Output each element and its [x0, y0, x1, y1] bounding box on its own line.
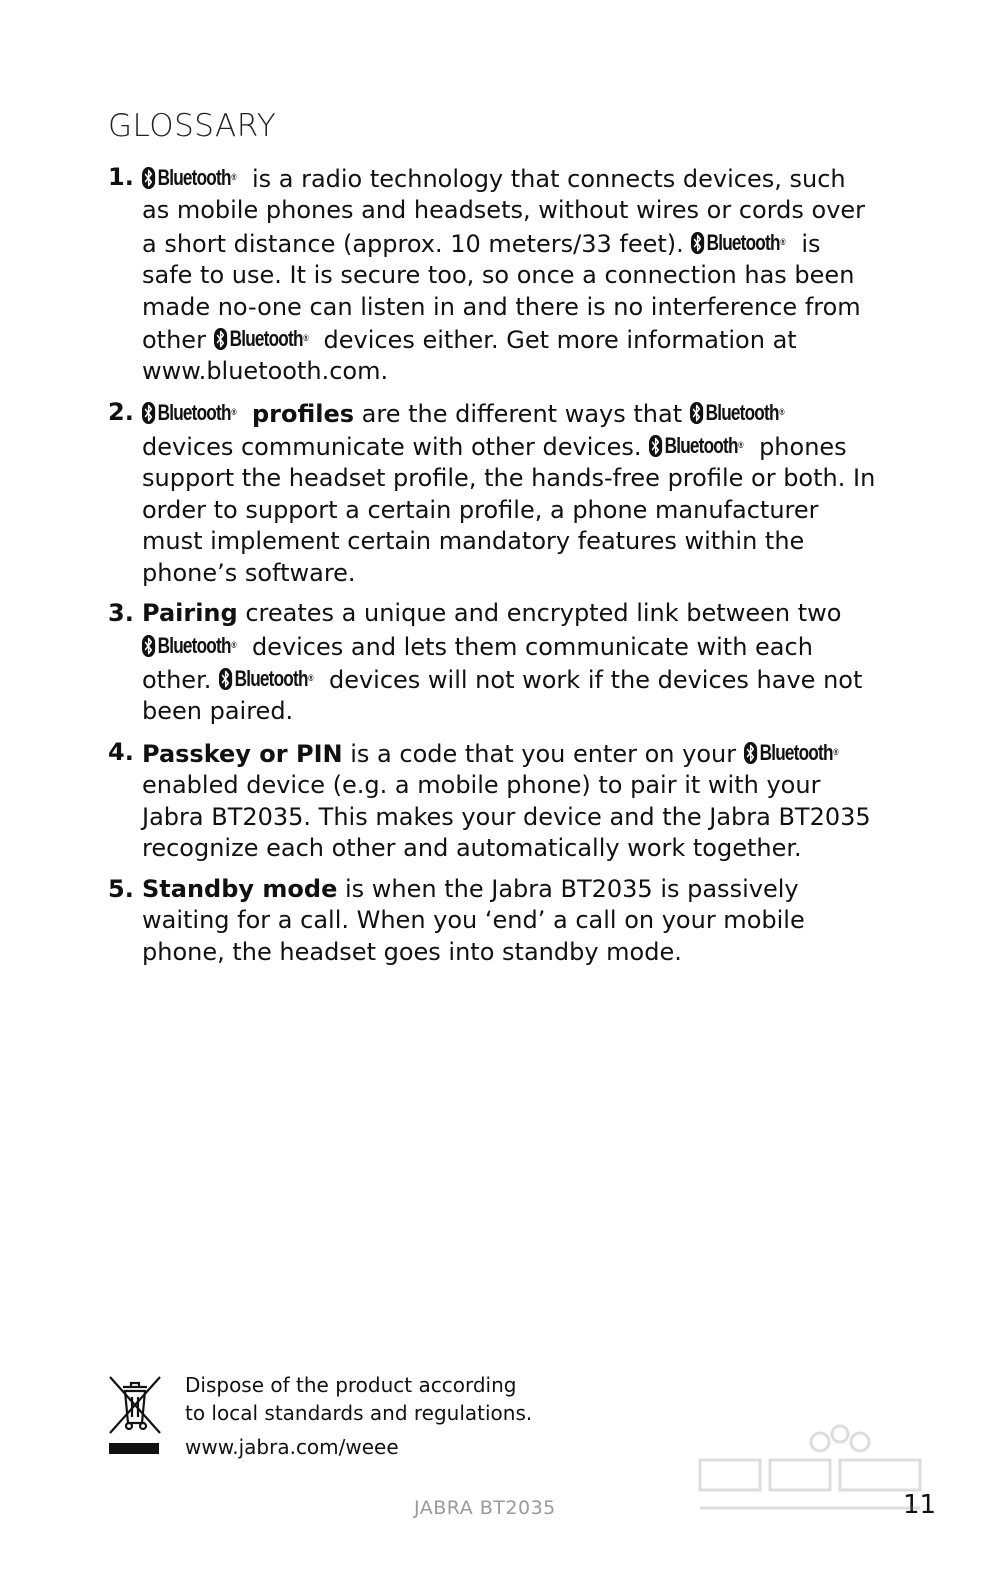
crossed-bin-icon	[107, 1373, 163, 1435]
item-number: 1.	[108, 163, 134, 191]
bluetooth-icon	[142, 402, 155, 424]
term: Pairing	[142, 599, 238, 628]
glossary-item-4	[108, 737, 878, 865]
weee-link[interactable]: www.jabra.com/weee	[185, 1435, 399, 1459]
bluetooth-logo: Bluetooth ®	[691, 227, 785, 259]
item-text: Bluetooth ® is a radio technology that connects devices, such as mobile phones and headsets, without wires or cords over a short distance (approx. 10 meters/33 feet). Bluetooth ® is safe to use. It is secure too, so once a connection has been made no-one can listen in and there is no interference from other Bluetooth ® devices either. Get more information at www.bluetooth.com.	[142, 162, 878, 388]
bluetooth-logo: Bluetooth ®	[649, 430, 743, 462]
term: Passkey or PIN	[142, 739, 343, 768]
bluetooth-icon	[142, 635, 155, 657]
item-number: 5.	[108, 874, 134, 903]
watermark-logo	[690, 1420, 940, 1530]
bluetooth-icon	[214, 328, 227, 350]
term: Standby mode	[142, 874, 338, 903]
item-text: Bluetooth ® profiles are the different ways that Bluetooth ® devices communicate with other devices. Bluetooth ® phones support the headset profile, the hands-free profile or both. In order to support a certain profile, a phone manufacturer must implement certain mandatory features within the phone’s software.	[142, 397, 878, 590]
item-text: Pairing creates a unique and encrypted link between two Bluetooth ® devices and lets them communicate with each other. Bluetooth ® devices will not work if the devices have not been paired.	[142, 599, 863, 726]
item-number: 4.	[108, 737, 134, 766]
bluetooth-logo: Bluetooth ®	[744, 737, 838, 769]
bluetooth-logo: Bluetooth ®	[142, 162, 236, 194]
term: profiles	[251, 399, 355, 428]
glossary-item-1	[108, 162, 878, 388]
bluetooth-icon	[691, 232, 704, 254]
bluetooth-logo: Bluetooth ®	[690, 397, 784, 429]
bluetooth-icon	[142, 167, 155, 189]
glossary-item-2	[108, 397, 878, 590]
bluetooth-logo: Bluetooth ®	[142, 397, 236, 429]
glossary-list	[108, 162, 878, 977]
page-title: GLOSSARY	[108, 108, 277, 144]
bluetooth-icon	[744, 742, 757, 764]
weee-bar	[109, 1443, 159, 1454]
bluetooth-icon	[219, 668, 232, 690]
disposal-notice: Dispose of the product according to local standards and regulations.	[185, 1373, 533, 1425]
glossary-item-3	[108, 598, 878, 728]
bluetooth-icon	[649, 435, 662, 457]
bluetooth-icon	[690, 402, 703, 424]
footer-brand: JABRA BT2035	[414, 1497, 556, 1519]
glossary-item-5	[108, 874, 878, 969]
bluetooth-logo: Bluetooth ®	[219, 663, 313, 695]
item-number: 3.	[108, 599, 134, 628]
page-number: 11	[903, 1490, 937, 1520]
item-text: Standby mode is when the Jabra BT2035 is passively waiting for a call. When you ‘end’ a call on your mobile phone, the headset goes into standby mode.	[142, 874, 805, 966]
bluetooth-logo: Bluetooth ®	[214, 323, 308, 355]
item-number: 2.	[108, 397, 134, 426]
bluetooth-logo: Bluetooth ®	[142, 630, 236, 662]
item-text: Passkey or PIN is a code that you enter on your Bluetooth ® enabled device (e.g. a mobile phone) to pair it with your Jabra BT2035. This makes your device and the Jabra BT2035 recognize each other and automatically work together.	[142, 737, 878, 865]
